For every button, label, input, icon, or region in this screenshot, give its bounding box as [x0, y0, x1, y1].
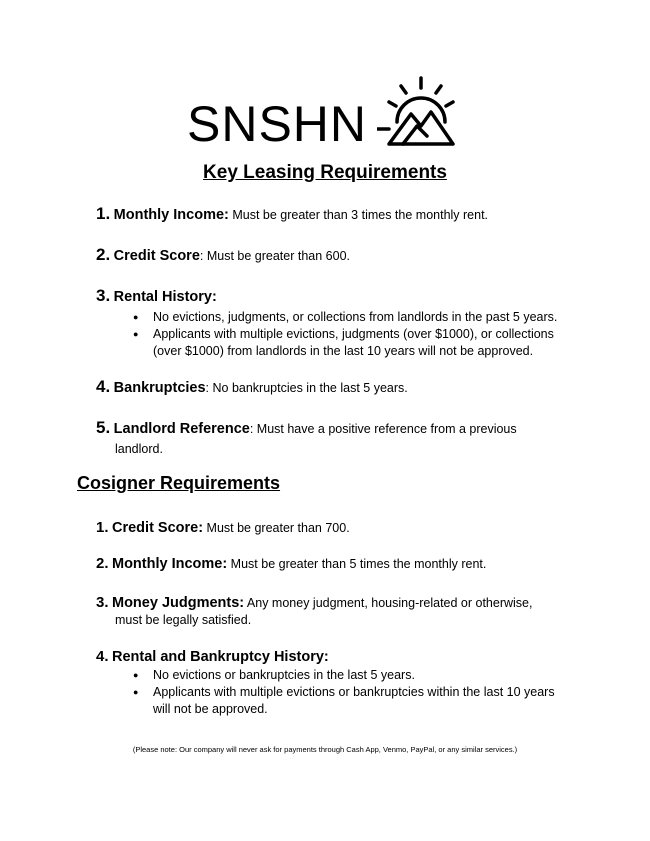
list-item: ● Applicants with multiple evictions or bankruptcies within the last 10 years will not be approved.	[133, 684, 573, 718]
page-title: Key Leasing Requirements	[203, 162, 447, 183]
requirement-landlord-reference: 5. Landlord Reference: Must have a positive reference from a previous landlord.	[96, 418, 517, 456]
company-logo	[187, 74, 467, 154]
list-item: ● No evictions, judgments, or collections from landlords in the past 5 years.	[133, 309, 573, 326]
cosigner-history-bullets	[133, 667, 573, 718]
requirement-monthly-income: 1. Monthly Income: Must be greater than 3 times the monthly rent.	[96, 204, 489, 223]
cosigner-money-judgments: 3. Money Judgments: Any money judgment, housing-related or otherwise, must be legally satisfied.	[96, 594, 533, 627]
cosigner-monthly-income: 2. Monthly Income: Must be greater than 5 times the monthly rent.	[96, 555, 487, 572]
requirement-credit-score: 2. Credit Score: Must be greater than 600.	[96, 245, 350, 264]
sun-mountain-icon	[377, 74, 467, 154]
payment-note: (Please note: Our company will never ask for payments through Cash App, Venmo, PayPal, or any similar services.)	[132, 745, 518, 754]
cosigner-section-title: Cosigner Requirements	[77, 473, 281, 493]
list-item: ● Applicants with multiple evictions, judgments (over $1000), or collections (over $1000) from landlords in the last 10 years will not be approved.	[133, 326, 573, 360]
cosigner-rental-bankruptcy-history: 4. Rental and Bankruptcy History:	[96, 648, 329, 665]
requirement-bankruptcies: 4. Bankruptcies: No bankruptcies in the last 5 years.	[96, 377, 408, 396]
logo-text: SNSHN	[187, 96, 368, 152]
rental-history-bullets	[133, 309, 573, 360]
cosigner-credit-score: 1. Credit Score: Must be greater than 700.	[96, 519, 350, 536]
requirement-rental-history: 3. Rental History:	[96, 286, 217, 305]
list-item: ● No evictions or bankruptcies in the last 5 years.	[133, 667, 573, 684]
